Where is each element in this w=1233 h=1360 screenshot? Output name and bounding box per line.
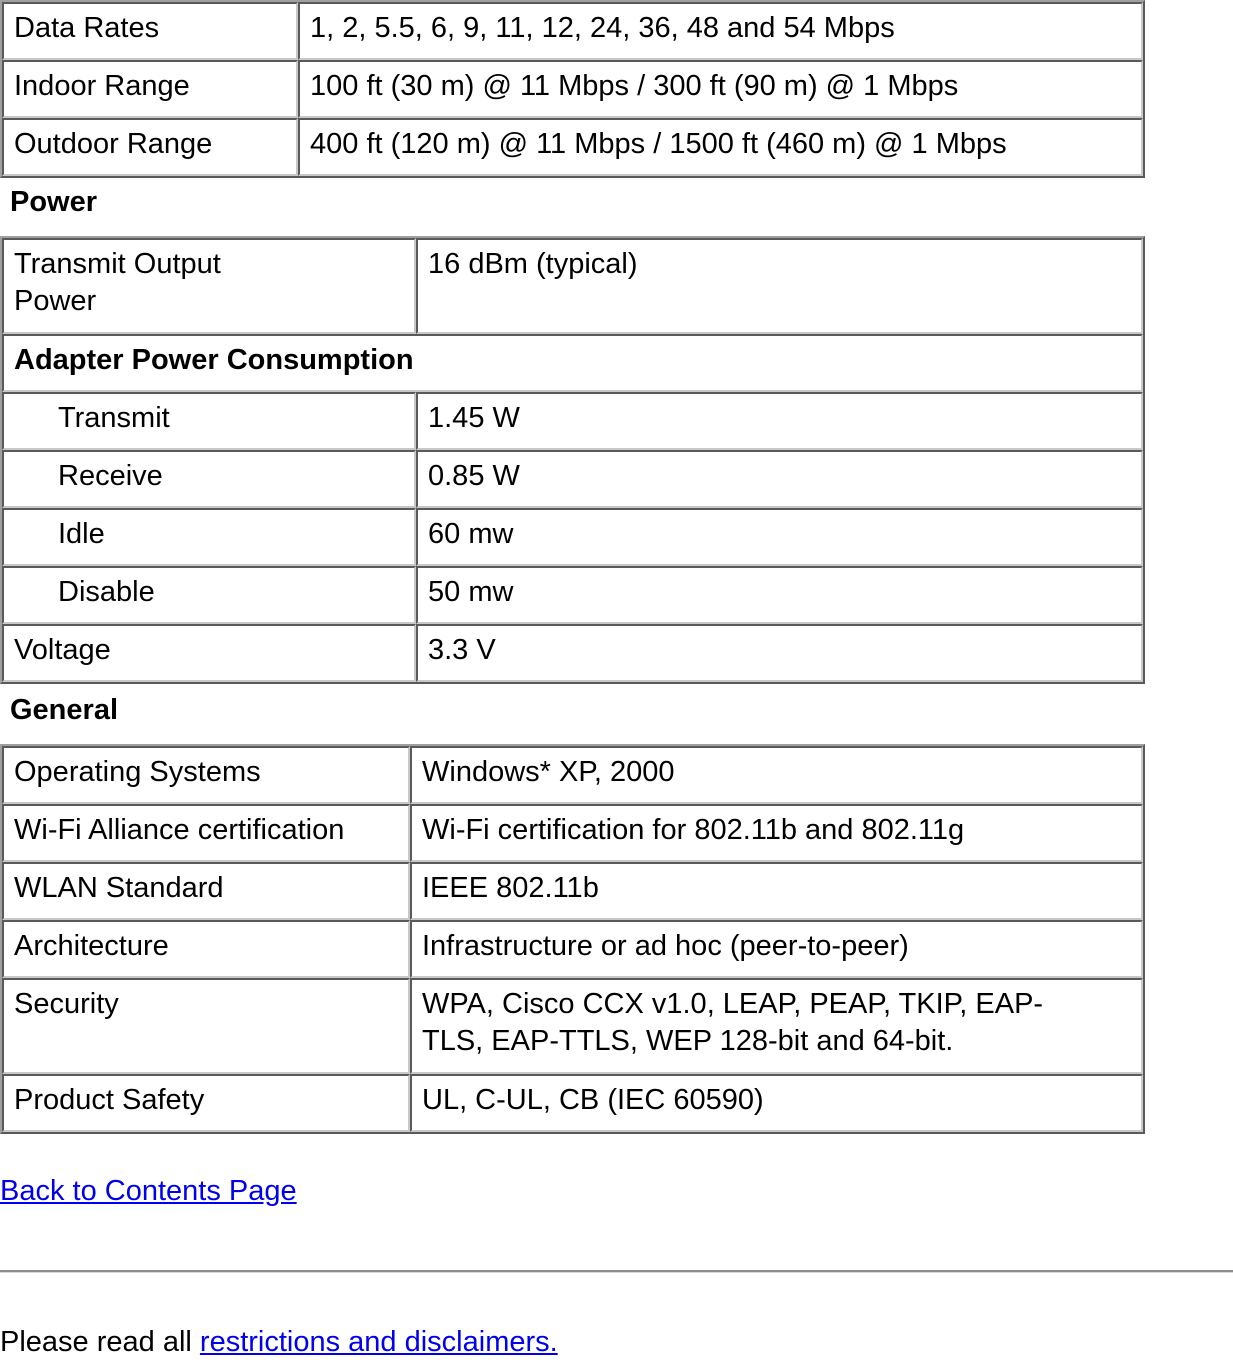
table-row (2, 60, 1143, 118)
table-row (2, 746, 1143, 804)
row-label: Idle (2, 508, 416, 566)
table-row (2, 862, 1143, 920)
row-value: 3.3 V (416, 624, 1143, 682)
row-value: 1, 2, 5.5, 6, 9, 11, 12, 24, 36, 48 and 54 Mbps (298, 2, 1143, 60)
power-table (0, 236, 1145, 684)
row-value: 60 mw (416, 508, 1143, 566)
row-label: Voltage (2, 624, 416, 682)
power-heading: Power (10, 186, 98, 218)
row-label: Transmit (2, 392, 416, 450)
table-row (2, 1074, 1143, 1132)
row-label: Product Safety (2, 1074, 410, 1132)
row-value: UL, C-UL, CB (IEC 60590) (410, 1074, 1143, 1132)
table-row (2, 624, 1143, 682)
row-label: Outdoor Range (2, 118, 298, 176)
row-label: WLAN Standard (2, 862, 410, 920)
rates-range-table (0, 0, 1145, 178)
security-value-line2: TLS, EAP-TTLS, WEP 128-bit and 64-bit. (422, 1025, 954, 1057)
row-label: Disable (2, 566, 416, 624)
row-label: Indoor Range (2, 60, 298, 118)
back-link-container (0, 1173, 297, 1209)
security-value-line1: WPA, Cisco CCX v1.0, LEAP, PEAP, TKIP, EAP- (422, 988, 1044, 1020)
row-value: 16 dBm (typical) (416, 238, 1143, 334)
consumption-heading: Adapter Power Consumption (2, 334, 1143, 392)
row-value: IEEE 802.11b (410, 862, 1143, 920)
row-label: Operating Systems (2, 746, 410, 804)
table-row (2, 450, 1143, 508)
table-row (2, 920, 1143, 978)
row-value: 100 ft (30 m) @ 11 Mbps / 300 ft (90 m) @ 1 Mbps (298, 60, 1143, 118)
row-label: Wi-Fi Alliance certification (2, 804, 410, 862)
general-heading: General (10, 694, 118, 726)
row-label: Receive (2, 450, 416, 508)
back-to-contents-link[interactable]: Back to Contents Page (0, 1175, 297, 1207)
table-row (2, 508, 1143, 566)
row-label: Architecture (2, 920, 410, 978)
table-row (2, 804, 1143, 862)
table-row (2, 238, 1143, 334)
general-table (0, 744, 1145, 1134)
horizontal-divider (0, 1270, 1233, 1273)
footer-prefix: Please read all (0, 1326, 200, 1358)
restrictions-link[interactable]: restrictions and disclaimers. (199, 1326, 558, 1358)
row-value: 400 ft (120 m) @ 11 Mbps / 1500 ft (460 m) @ 1 Mbps (298, 118, 1143, 176)
row-value (410, 978, 1143, 1074)
row-value: Windows* XP, 2000 (410, 746, 1143, 804)
row-value: 0.85 W (416, 450, 1143, 508)
table-row (2, 978, 1143, 1074)
table-row (2, 334, 1143, 392)
row-label: Security (2, 978, 410, 1074)
row-value: 1.45 W (416, 392, 1143, 450)
row-label: Data Rates (2, 2, 298, 60)
row-value: Infrastructure or ad hoc (peer-to-peer) (410, 920, 1143, 978)
transmit-output-label-line2: Power (14, 285, 97, 317)
row-label (2, 238, 416, 334)
table-row (2, 392, 1143, 450)
transmit-output-label-line1: Transmit Output (14, 248, 221, 280)
table-row (2, 118, 1143, 176)
table-row (2, 2, 1143, 60)
footer-text (0, 1324, 558, 1360)
table-row (2, 566, 1143, 624)
row-value: Wi-Fi certification for 802.11b and 802.11g (410, 804, 1143, 862)
row-value: 50 mw (416, 566, 1143, 624)
